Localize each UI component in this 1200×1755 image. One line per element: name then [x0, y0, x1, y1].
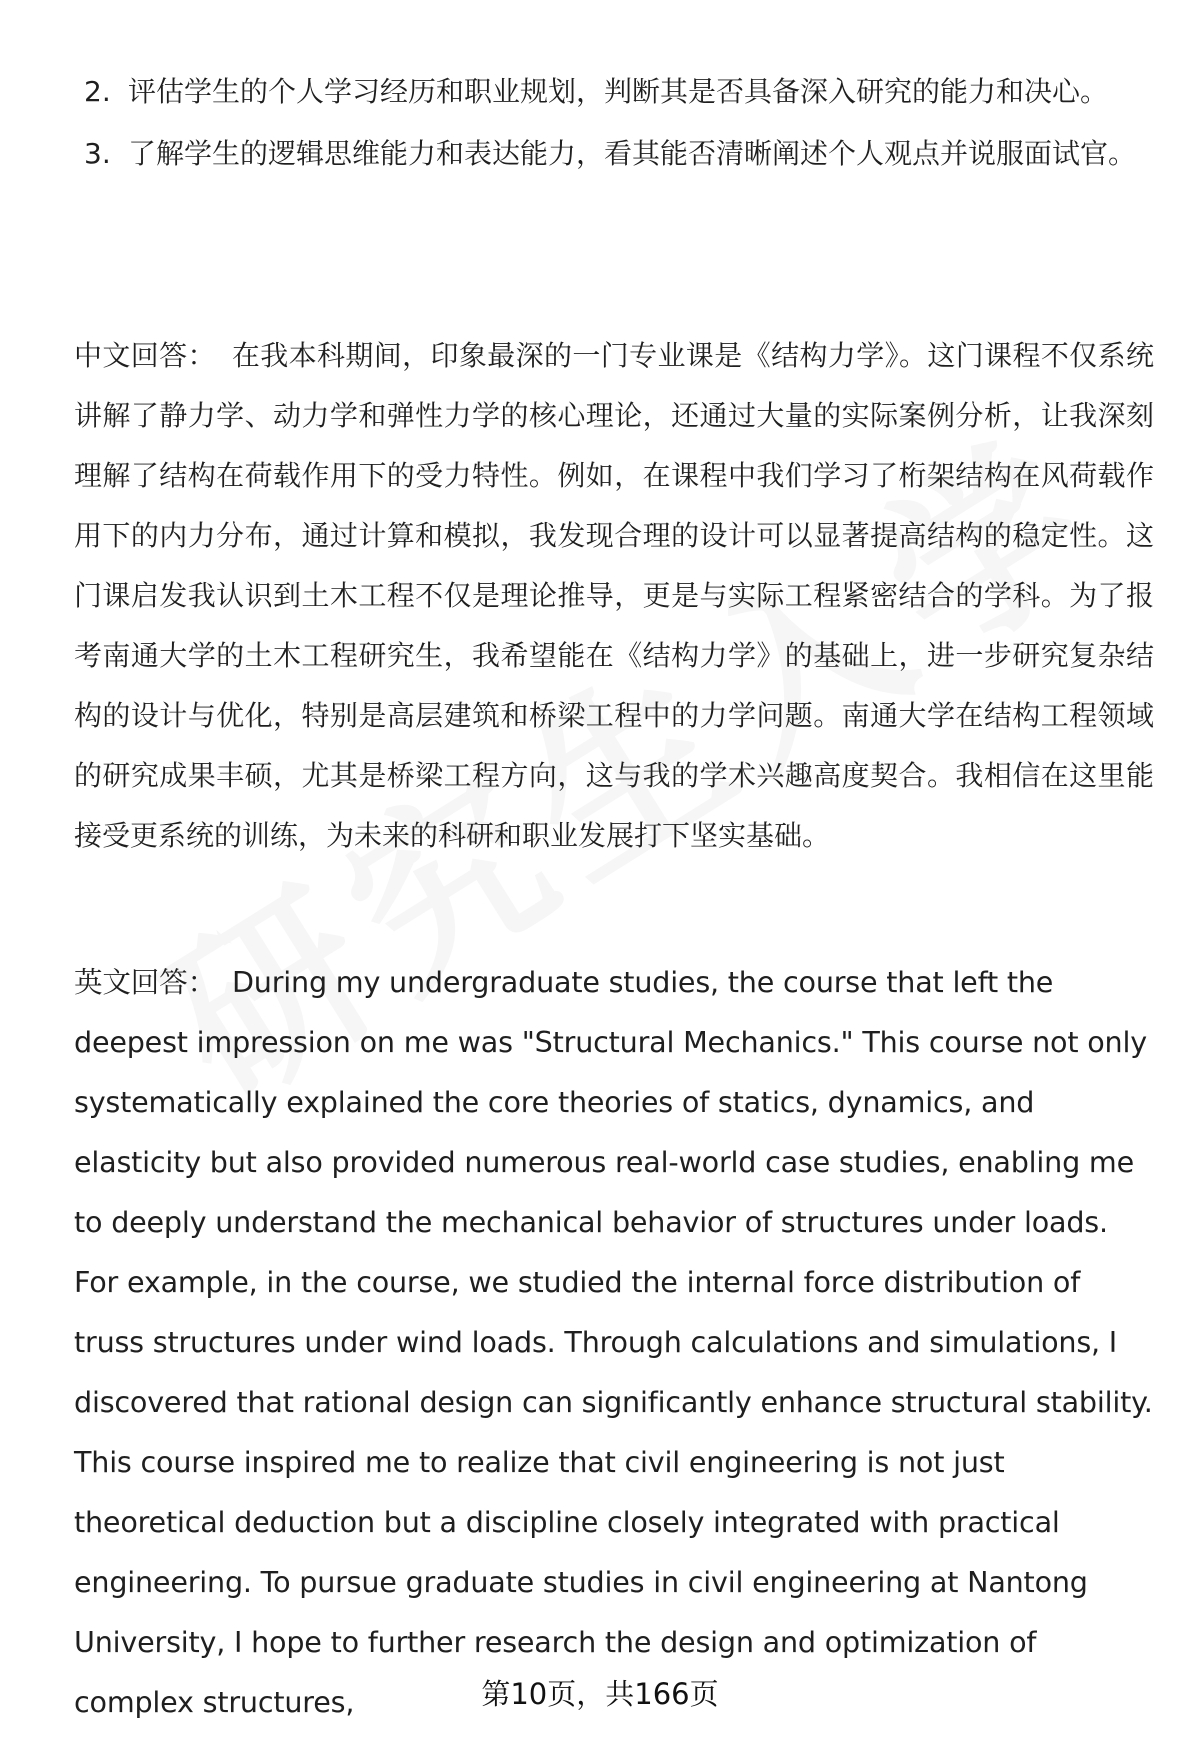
list-item-text: 评估学生的个人学习经历和职业规划，判断其是否具备深入研究的能力和决心。 — [128, 75, 1109, 108]
page-number-footer: 第10页，共166页 — [481, 1677, 719, 1711]
list-item — [74, 124, 1144, 184]
chinese-answer-paragraph — [74, 326, 1154, 866]
list-item-text: 了解学生的逻辑思维能力和表达能力，看其能否清晰阐述个人观点并说服面试官。 — [128, 137, 1137, 170]
english-answer-text: During my undergraduate studies, the course that left the deepest impression on me was "Structural Mechanics." This course not only systematically explained the core theories of statics, dynamics, and elasticity but also provided numerous real-world case studies, enabling me to deeply understand the mechanical behavior of structures under loads. For example, in the course, we studied the internal force distribution of truss structures under wind loads. Through calculations and simulations, I discovered that rational design can significantly enhance structural stability. This course inspired me to realize that civil engineering is not just theoretical deduction but a discipline closely integrated with practical engineering. To pursue graduate studies in civil engineering at Nantong University, I hope to further research the design and optimization of complex structures, — [74, 965, 1153, 1719]
numbered-list — [74, 62, 1144, 186]
chinese-answer-text: 在我本科期间，印象最深的一门专业课是《结构力学》。这门课程不仅系统讲解了静力学、动力学和弹性力学的核心理论，还通过大量的实际案例分析，让我深刻理解了结构在荷载作用下的受力特性。例如，在课程中我们学习了桁架结构在风荷载作用下的内力分布，通过计算和模拟，我发现合理的设计可以显著提高结构的稳定性。这门课启发我认识到土木工程不仅是理论推导，更是与实际工程紧密结合的学科。为了报考南通大学的土木工程研究生，我希望能在《结构力学》的基础上，进一步研究复杂结构的设计与优化，特别是高层建筑和桥梁工程中的力学问题。南通大学在结构工程领域的研究成果丰硕，尤其是桥梁工程方向，这与我的学术兴趣高度契合。我相信在这里能接受更系统的训练，为未来的科研和职业发展打下坚实基础。 — [74, 339, 1154, 852]
english-answer-label: 英文回答： — [74, 965, 216, 999]
list-item-number: 3. — [84, 137, 111, 170]
chinese-answer-label: 中文回答： — [74, 339, 216, 372]
list-item-number: 2. — [84, 75, 111, 108]
english-answer-paragraph — [74, 952, 1154, 1732]
list-item — [74, 62, 1144, 122]
